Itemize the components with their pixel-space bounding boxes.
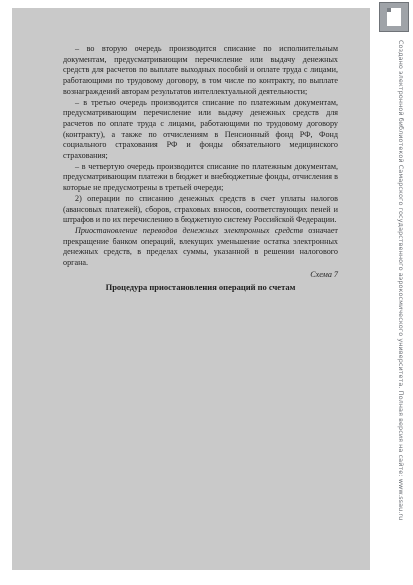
paragraph-3: – в четвертую очередь производится списание по платежным документам, предусматривающим платежи в бюджет и внебюджетные фонды, отчисления в которые не предусмотрены в третьей очереди; <box>63 161 338 193</box>
document-fold-icon <box>387 8 391 12</box>
paragraph-4: 2) операции по списанию денежных средств в счет уплаты налогов (авансовых платежей), сборов, страховых взносов, соответствующих пеней и штрафов и по их перечислению в бюджетную систему Российской Федерации. <box>63 193 338 225</box>
vertical-note <box>383 40 407 580</box>
paragraph-5 <box>63 226 338 269</box>
schema-label: Схема 7 <box>310 269 338 279</box>
paragraph-1: – во вторую очередь производится списание по исполнительным документам, предусматривающим перечисление или выдачу денежных средств для расчетов по выплате выходных пособий и оплате труда с лицами, работающими по трудовому договору, в том числе по контракту, по выплате вознаграждений авторам результатов интеллектуальной деятельности; <box>63 44 338 96</box>
vertical-note-text: Создано электронной библиотекой Самарского государственного аэрокосмического университета. Полная версия на сайте: www.ssau.ru <box>397 40 405 521</box>
document-content <box>63 44 338 293</box>
paragraph-5-italic: Приостановление переводов денежных электронных средств <box>75 225 303 235</box>
document-icon <box>379 2 409 32</box>
paragraph-5-rest: означает прекращение банком операций, влекущих уменьшение остатка электронных денежных средств, в пределах суммы, указанной в решении налогового органа. <box>63 225 338 268</box>
section-heading: Процедура приостановления операций по счетам <box>105 282 296 293</box>
paragraph-2: – в третью очередь производится списание по платежным документам, предусматривающим перечисление или выдачу денежных средств для расчетов по оплате труда с лицами, работающими по трудовому договору (контракту), а также по отчислениям в Пенсионный фонд РФ, Фонд социального страхования РФ и фонды обязательного медицинского страхования; <box>63 97 338 161</box>
